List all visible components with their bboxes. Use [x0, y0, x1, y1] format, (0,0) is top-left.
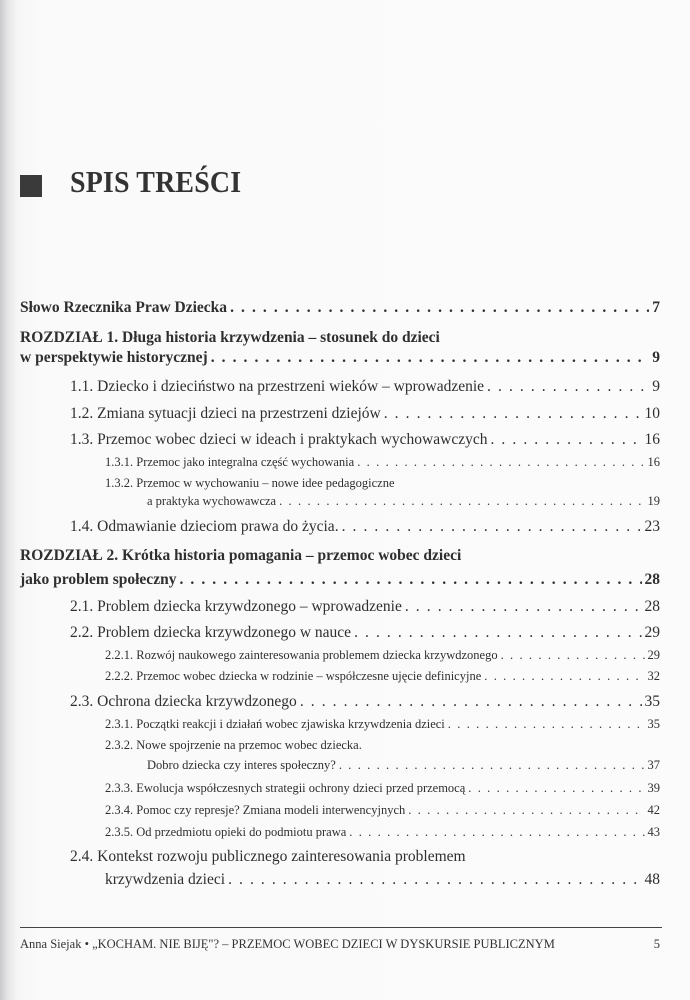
toc-entry[interactable] — [105, 717, 660, 732]
toc-entry-title: 2.3.3. Ewolucja współczesnych strategii ochrony dzieci przed przemocą — [105, 781, 466, 795]
toc-entry-line[interactable] — [20, 547, 461, 565]
dot-leader — [357, 455, 644, 470]
toc-page-number: 9 — [652, 378, 660, 395]
running-title: Anna Siejak • „KOCHAM. NIE BIJĘ"? – PRZEMOC WOBEC DZIECI W DYSKURSIE PUBLICZNYM — [20, 937, 555, 951]
page-footer — [20, 937, 660, 952]
dot-leader — [339, 758, 645, 773]
dot-leader — [228, 871, 641, 889]
toc-page-number: 42 — [647, 803, 660, 817]
toc-entry-line[interactable] — [20, 329, 440, 347]
toc-entry-title: krzywdzenia dzieci — [105, 871, 226, 888]
toc-entry[interactable] — [70, 378, 660, 396]
toc-entry[interactable] — [147, 494, 660, 509]
dot-leader — [448, 717, 645, 732]
toc-entry-title: 2.4. Kontekst rozwoju publicznego zainteresowania problemem — [70, 848, 466, 865]
dot-leader — [490, 431, 641, 449]
toc-entry[interactable] — [105, 825, 660, 840]
toc-entry-title: Dobro dziecka czy interes społeczny? — [147, 758, 336, 772]
toc-entry[interactable] — [105, 871, 660, 889]
dot-leader — [405, 598, 642, 616]
toc-entry-title: 2.3.5. Od przedmiotu opieki do podmiotu prawa — [105, 825, 347, 839]
toc-entry[interactable] — [70, 624, 660, 642]
toc-entry-title: 1.3. Przemoc wobec dzieci w ideach i praktykach wychowawczych — [70, 431, 488, 448]
page-title: SPIS TREŚCI — [70, 164, 242, 199]
toc-entry-title: 2.2.1. Rozwój naukowego zainteresowania problemem dziecka krzywdzonego — [105, 648, 498, 662]
dot-leader — [349, 825, 644, 840]
toc-entry[interactable] — [20, 349, 660, 367]
toc-page-number: 7 — [652, 299, 660, 316]
toc-page-number: 37 — [647, 758, 660, 772]
toc-entry[interactable] — [70, 598, 660, 616]
toc-entry[interactable] — [147, 758, 660, 773]
toc-entry[interactable] — [70, 693, 660, 711]
toc-page-number: 23 — [644, 518, 660, 535]
toc-entry-title: ROZDZIAŁ 1. Długa historia krzywdzenia – stosunek do dzieci — [20, 329, 440, 346]
dot-leader — [279, 494, 644, 509]
toc-page-number: 10 — [644, 405, 660, 422]
toc-entry[interactable] — [70, 405, 660, 423]
toc-entry-title: 2.2. Problem dziecka krzywdzonego w nauce — [70, 624, 352, 641]
toc-entry[interactable] — [20, 299, 660, 317]
toc-entry-line[interactable] — [105, 476, 395, 491]
dot-leader — [354, 624, 641, 642]
toc-entry-title: 2.3.2. Nowe spojrzenie na przemoc wobec dziecka. — [105, 738, 362, 752]
toc-entry-title: 2.3. Ochrona dziecka krzywdzonego — [70, 693, 297, 710]
toc-entry-title: a praktyka wychowawcza — [147, 494, 277, 508]
toc-entry[interactable] — [105, 648, 660, 663]
toc-entry-title: 1.3.2. Przemoc w wychowaniu – nowe idee pedagogiczne — [105, 476, 395, 490]
toc-entry[interactable] — [105, 455, 660, 470]
toc-entry-title: 2.2.2. Przemoc wobec dziecka w rodzinie – współczesne ujęcie definicyjne — [105, 669, 482, 683]
dot-leader — [211, 349, 650, 367]
toc-entry-line[interactable] — [105, 738, 362, 753]
toc-entry[interactable] — [105, 669, 660, 684]
toc-entry-title: ROZDZIAŁ 2. Krótka historia pomagania – przemoc wobec dzieci — [20, 547, 462, 564]
toc-page-number: 28 — [644, 598, 660, 615]
dot-leader — [384, 405, 642, 423]
toc-entry-title: 2.1. Problem dziecka krzywdzonego – wprowadzenie — [70, 598, 402, 615]
footer-divider — [20, 927, 662, 928]
toc-page-number: 16 — [644, 431, 660, 448]
toc-entry[interactable] — [105, 803, 660, 818]
toc-page-number: 32 — [647, 669, 660, 683]
dot-leader — [342, 518, 642, 536]
toc-entry-title: jako problem społeczny — [20, 571, 177, 588]
toc-page-number: 43 — [647, 825, 660, 839]
toc-page-number: 29 — [647, 648, 660, 662]
dot-leader — [487, 378, 649, 396]
dot-leader — [408, 803, 644, 818]
toc-entry-title: 2.3.1. Początki reakcji i działań wobec zjawiska krzywdzenia dzieci — [105, 717, 445, 731]
toc-page-number: 35 — [644, 693, 660, 710]
toc-page-number: 29 — [644, 624, 660, 641]
dot-leader — [300, 693, 642, 711]
toc-entry[interactable] — [20, 571, 660, 589]
toc-entry-title: 1.4. Odmawianie dzieciom prawa do życia. — [70, 518, 339, 535]
toc-page-number: 28 — [644, 571, 660, 588]
heading-square-icon — [20, 175, 42, 197]
toc-page-number: 35 — [647, 717, 660, 731]
toc-page-number: 19 — [647, 494, 660, 508]
toc-entry-title: w perspektywie historycznej — [20, 349, 208, 366]
toc-page-number: 16 — [647, 455, 660, 469]
toc-page-number: 39 — [647, 781, 660, 795]
toc-entry[interactable] — [105, 781, 660, 796]
toc-entry-title: 2.3.4. Pomoc czy represje? Zmiana modeli interwencyjnych — [105, 803, 406, 817]
dot-leader — [501, 648, 645, 663]
toc-page-number: 9 — [652, 349, 660, 366]
dot-leader — [468, 781, 644, 796]
dot-leader — [179, 571, 641, 589]
toc-entry-title: 1.3.1. Przemoc jako integralna część wychowania — [105, 455, 355, 469]
toc-entry[interactable] — [70, 431, 660, 449]
toc-page-number: 48 — [644, 871, 660, 888]
toc-entry-title: 1.1. Dziecko i dzieciństwo na przestrzeni wieków – wprowadzenie — [70, 378, 485, 395]
page-number: 5 — [653, 937, 660, 951]
dot-leader — [484, 669, 644, 684]
toc-entry-title: 1.2. Zmiana sytuacji dzieci na przestrzeni dziejów — [70, 405, 381, 422]
toc-entry-line[interactable] — [70, 848, 466, 866]
toc-entry-title: Słowo Rzecznika Praw Dziecka — [20, 299, 228, 316]
dot-leader — [230, 299, 649, 317]
toc-entry[interactable] — [70, 518, 660, 536]
